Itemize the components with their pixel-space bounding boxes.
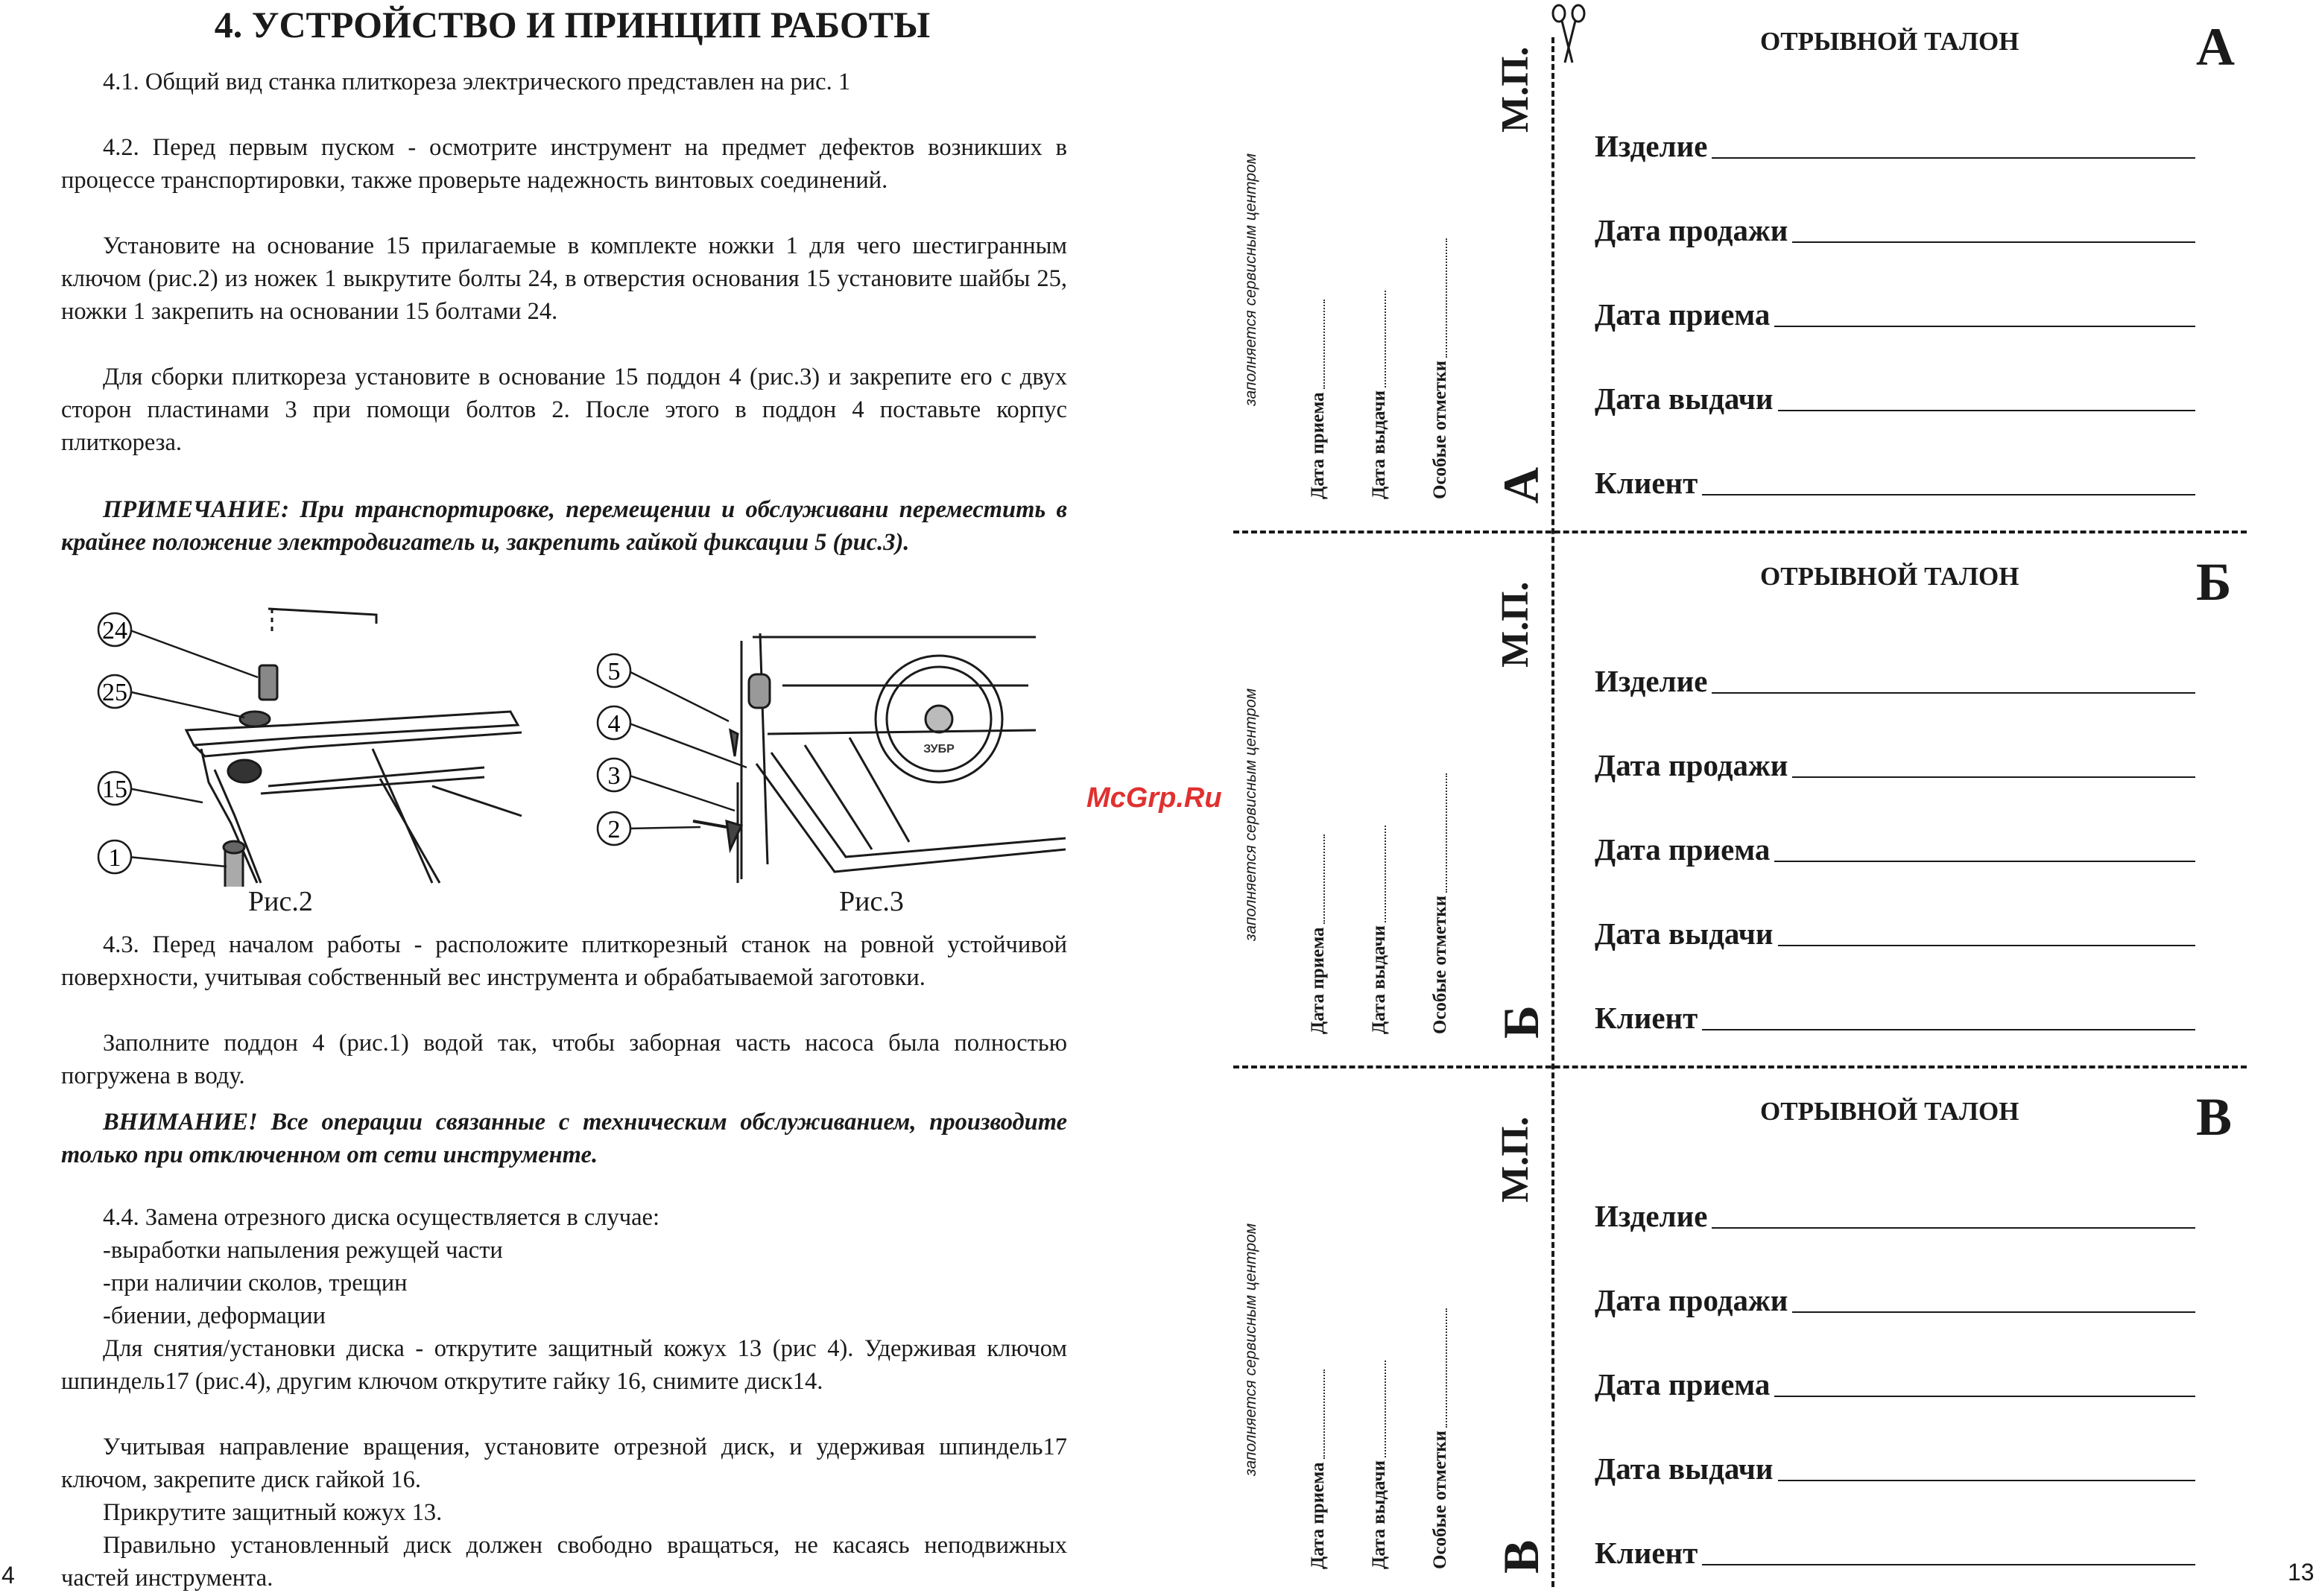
fig3-label: 3 <box>607 762 621 790</box>
coupon-field-receive-date: Дата приема <box>1595 288 2195 332</box>
stamp-place: М.П. <box>1494 46 1537 133</box>
stub-field-received: Дата приема <box>1308 835 1329 1034</box>
coupon-field-receive-date: Дата приема <box>1595 823 2195 867</box>
stub-field-issued: Дата выдачи <box>1369 291 1390 499</box>
coupon-field-issue-date: Дата выдачи <box>1595 907 2195 951</box>
stub-field-received: Дата приема <box>1308 300 1329 499</box>
coupon-field-product: Изделие <box>1595 654 2195 699</box>
coupon-title: ОТРЫВНОЙ ТАЛОН <box>1760 27 2019 56</box>
paragraph-4-4: 4.4. Замена отрезного диска осуществляется в случае: <box>103 1204 659 1231</box>
service-center-note: заполняется сервисным центром <box>1242 1223 1259 1476</box>
coupon-field-sale-date: Дата продажи <box>1595 203 2195 248</box>
paragraph-4-2: 4.2. Перед первым пуском - осмотрите инструмент на предмет дефектов возникших в процессе транспортировки, также проверьте надежность винтовых соединений. <box>61 134 1067 194</box>
page-number-left: 4 <box>1 1562 15 1589</box>
coupon-letter: Б <box>2196 552 2232 612</box>
paragraph-install-disk: Учитывая направление вращения, установите отрезной диск, и удерживая шпиндель17 ключом, закрепите диск гайкой 16. <box>61 1434 1067 1493</box>
coupon-letter: В <box>2196 1087 2233 1147</box>
paragraph-screw-guard: Прикрутите защитный кожух 13. <box>103 1499 443 1526</box>
stub-field-issued: Дата выдачи <box>1369 826 1390 1034</box>
blade-brand-label: ЗУБР <box>923 743 955 756</box>
vertical-cut-line <box>1551 37 1554 1587</box>
coupon-field-client: Клиент <box>1595 1526 2195 1571</box>
fig3-label: 4 <box>607 710 621 738</box>
paragraph-assembly: Для сборки плиткореза установите в основание 15 поддон 4 (рис.3) и закрепите его с двух сторон пластинами 3 при помощи болтов 2. После этого в поддон 4 поставьте корпус плиткореза. <box>61 364 1067 456</box>
coupon-field-sale-date: Дата продажи <box>1595 1273 2195 1318</box>
coupon-field-product: Изделие <box>1595 1189 2195 1234</box>
paragraph-correct-install: Правильно установленный диск должен свободно вращаться, не касаясь неподвижных частей инструмента. <box>61 1532 1067 1592</box>
coupon-field-receive-date: Дата приема <box>1595 1358 2195 1402</box>
horizontal-cut-line <box>1233 531 2247 533</box>
note-paragraph: ПРИМЕЧАНИЕ: При транспортировке, перемещении и обслуживани переместить в крайнее положение электродвигатель и, закрепить гайкой фиксации 5 (рис.3). <box>61 496 1067 556</box>
stub-letter: Б <box>1493 1005 1549 1039</box>
stub-field-remarks: Особые отметки <box>1430 238 1451 499</box>
stamp-place: М.П. <box>1494 1116 1537 1203</box>
coupon-field-client: Клиент <box>1595 991 2195 1036</box>
service-center-note: заполняется сервисным центром <box>1242 688 1259 941</box>
horizontal-cut-line <box>1233 1065 2247 1068</box>
paragraph-remove-disk: Для снятия/установки диска - открутите защитный кожух 13 (рис 4). Удерживая ключом шпиндель17 (рис.4), другим ключом открутите гайку 16, снимите диск14. <box>61 1335 1067 1395</box>
stamp-place: М.П. <box>1494 581 1537 668</box>
paragraph-4-3: 4.3. Перед началом работы - расположите плиткорезный станок на ровной устойчивой поверхности, учитывая собственный вес инструмента и обрабатываемой заготовки. <box>61 931 1067 991</box>
list-item: -выработки напыления режущей части <box>103 1237 503 1264</box>
page-number-right: 13 <box>2288 1559 2315 1586</box>
fig2-label: 25 <box>102 679 127 706</box>
coupon-field-client: Клиент <box>1595 456 2195 501</box>
paragraph-fill-tray: Заполните поддон 4 (рис.1) водой так, чтобы заборная часть насоса была полностью погружена в воду. <box>61 1030 1067 1089</box>
figure-2-illustration <box>82 600 529 887</box>
coupon-title: ОТРЫВНОЙ ТАЛОН <box>1760 562 2019 591</box>
fig3-label: 5 <box>607 658 621 685</box>
fig2-label: 1 <box>108 844 121 872</box>
stub-letter: В <box>1493 1539 1549 1574</box>
paragraph-install-legs: Установите на основание 15 прилагаемые в комплекте ножки 1 для чего шестигранным ключом (рис.2) из ножек 1 выкрутите болты 24, в отверстия основания 15 установите шайбы 25, ножки 1 закрепить на основании 15 болтами 24. <box>61 232 1067 325</box>
list-item: -при наличии сколов, трещин <box>103 1270 408 1296</box>
scissors-icon <box>1550 1 1595 66</box>
watermark: McGrp.Ru <box>1086 782 1222 814</box>
stub-field-remarks: Особые отметки <box>1430 1308 1451 1569</box>
coupon-field-issue-date: Дата выдачи <box>1595 372 2195 417</box>
fig2-label: 15 <box>102 776 127 803</box>
service-center-note: заполняется сервисным центром <box>1242 153 1259 406</box>
warning-paragraph: ВНИМАНИЕ! Все операции связанные с техническим обслуживанием, производите только при отключенном от сети инструменте. <box>61 1109 1067 1168</box>
figure-2-caption: Рис.2 <box>248 886 313 917</box>
stub-field-remarks: Особые отметки <box>1430 773 1451 1034</box>
coupon-field-product: Изделие <box>1595 119 2195 164</box>
coupon-title: ОТРЫВНОЙ ТАЛОН <box>1760 1097 2019 1126</box>
section-title: 4. УСТРОЙСТВО И ПРИНЦИП РАБОТЫ <box>214 4 931 45</box>
stub-letter: А <box>1493 466 1549 504</box>
coupon-field-issue-date: Дата выдачи <box>1595 1442 2195 1486</box>
paragraph-4-1: 4.1. Общий вид станка плиткореза электрического представлен на рис. 1 <box>103 69 851 95</box>
fig3-label: 2 <box>607 816 621 843</box>
coupon-field-sale-date: Дата продажи <box>1595 738 2195 783</box>
coupon-letter: А <box>2196 17 2235 77</box>
fig2-label: 24 <box>102 617 127 645</box>
stub-field-issued: Дата выдачи <box>1369 1361 1390 1569</box>
stub-field-received: Дата приема <box>1308 1369 1329 1569</box>
list-item: -биении, деформации <box>103 1302 326 1329</box>
figure-3-caption: Рис.3 <box>839 886 904 917</box>
figure-3-illustration <box>589 626 1066 887</box>
